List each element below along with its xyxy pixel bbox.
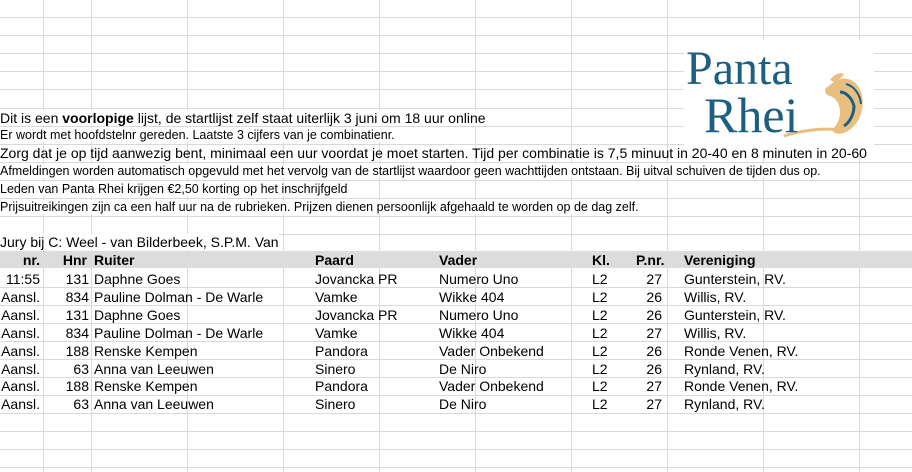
cell-hnr: 834 xyxy=(65,324,89,341)
cell-vader: Wikke 404 xyxy=(439,324,505,341)
table-row xyxy=(0,360,912,378)
table-row xyxy=(0,377,912,395)
note-bold-text: voorlopige xyxy=(62,110,134,126)
cell-pnr: 26 xyxy=(646,306,662,323)
cell-vader: Wikke 404 xyxy=(439,288,505,305)
cell-nr: Aansl. xyxy=(1,324,40,341)
cell-pnr: 26 xyxy=(646,360,662,377)
cell-vereniging: Rynland, RV. xyxy=(684,360,765,377)
cell-vader: De Niro xyxy=(439,360,487,377)
cell-kl: L2 xyxy=(592,271,608,287)
note-voorlopige xyxy=(0,110,490,126)
cell-ruiter: Renske Kempen xyxy=(94,378,198,395)
table-row xyxy=(0,270,912,288)
cell-paard: Sinero xyxy=(315,360,356,377)
cell-kl: L2 xyxy=(592,378,608,395)
note-afmeldingen: Afmeldingen worden automatisch opgevuld met het vervolg van de startlijst waardoor geen wachttijden ontstaan. Bij uitval schuiven de tijden dus op. xyxy=(0,164,825,178)
logo-line-2: Rhei xyxy=(704,87,799,143)
cell-paard: Vamke xyxy=(315,288,358,305)
cell-hnr: 63 xyxy=(73,360,89,377)
cell-vader: Numero Uno xyxy=(439,271,519,287)
grid-row-line xyxy=(0,431,912,432)
cell-ruiter: Pauline Dolman - De Warle xyxy=(94,324,264,341)
cell-kl: L2 xyxy=(592,288,608,305)
cell-paard: Jovancka PR xyxy=(315,271,398,287)
cell-kl: L2 xyxy=(592,342,608,359)
cell-vereniging: Rynland, RV. xyxy=(684,396,765,413)
cell-pnr: 27 xyxy=(646,324,662,341)
table-row xyxy=(0,324,912,342)
cell-kl: L2 xyxy=(592,360,608,377)
cell-ruiter: Daphne Goes xyxy=(94,306,181,323)
grid-row-line xyxy=(0,198,912,199)
cell-hnr: 834 xyxy=(65,288,89,305)
cell-pnr: 27 xyxy=(646,396,662,413)
cell-nr: 11:55 xyxy=(6,271,40,287)
cell-vader: Numero Uno xyxy=(439,306,519,323)
cell-paard: Pandora xyxy=(315,342,368,359)
cell-vereniging: Willis, RV. xyxy=(684,288,747,305)
grid-row-line xyxy=(0,449,912,450)
grid-row-line xyxy=(0,162,912,163)
note-prijsuitreikingen: Prijsuitreikingen zijn ca een half uur na de rubrieken. Prijzen dienen persoonlijk afgehaald te worden op de dag zelf. xyxy=(0,200,643,214)
grid-row-line xyxy=(0,17,912,18)
cell-ruiter: Renske Kempen xyxy=(94,342,198,359)
header-ruiter: Ruiter xyxy=(94,252,135,268)
note-hoofdstelnr: Er wordt met hoofdstelnr gereden. Laatste 3 cijfers van je combinatienr. xyxy=(0,128,399,142)
cell-nr: Aansl. xyxy=(1,342,40,359)
table-header xyxy=(0,251,912,268)
cell-paard: Pandora xyxy=(315,378,368,395)
cell-ruiter: Anna van Leeuwen xyxy=(94,396,214,413)
cell-nr: Aansl. xyxy=(1,360,40,377)
cell-pnr: 27 xyxy=(646,378,662,395)
cell-hnr: 131 xyxy=(65,271,89,287)
note-tijd: Zorg dat je op tijd aanwezig bent, minimaal een uur voordat je moet starten. Tijd per combinatie is 7,5 minuut in 20-40 en 8 minuten in 20-60 xyxy=(0,145,867,161)
horse-head-icon xyxy=(684,40,874,150)
header-nr: nr. xyxy=(22,252,40,268)
logo-line-1: Panta xyxy=(686,42,793,95)
cell-pnr: 26 xyxy=(646,342,662,359)
cell-vereniging: Ronde Venen, RV. xyxy=(684,342,799,359)
jury-info: Jury bij C: Weel - van Bilderbeek, S.P.M. Van xyxy=(0,234,279,250)
cell-paard: Jovancka PR xyxy=(315,306,398,323)
cell-paard: Vamke xyxy=(315,324,358,341)
header-pnr: P.nr. xyxy=(636,252,665,268)
panta-rhei-logo xyxy=(684,40,874,150)
header-paard: Paard xyxy=(315,252,354,268)
cell-nr: Aansl. xyxy=(1,378,40,395)
cell-hnr: 131 xyxy=(65,306,89,323)
cell-hnr: 188 xyxy=(65,378,89,395)
cell-hnr: 188 xyxy=(65,342,89,359)
cell-vereniging: Gunterstein, RV. xyxy=(684,306,786,323)
cell-vader: Vader Onbekend xyxy=(439,342,544,359)
cell-vereniging: Willis, RV. xyxy=(684,324,747,341)
cell-nr: Aansl. xyxy=(1,306,40,323)
cell-vereniging: Ronde Venen, RV. xyxy=(684,378,799,395)
table-row xyxy=(0,395,912,413)
cell-hnr: 63 xyxy=(73,396,89,413)
grid-row-line xyxy=(0,35,912,36)
cell-nr: Aansl. xyxy=(1,396,40,413)
table-row xyxy=(0,342,912,360)
note-text: Dit is een xyxy=(0,110,63,126)
cell-vader: Vader Onbekend xyxy=(439,378,544,395)
cell-kl: L2 xyxy=(592,324,608,341)
grid-row-line xyxy=(0,180,912,181)
grid-row-line xyxy=(0,467,912,468)
cell-kl: L2 xyxy=(592,306,608,323)
cell-ruiter: Pauline Dolman - De Warle xyxy=(94,288,264,305)
header-vader: Vader xyxy=(439,252,478,268)
header-vereniging: Vereniging xyxy=(684,252,756,268)
header-kl: Kl. xyxy=(592,252,610,268)
table-row xyxy=(0,288,912,306)
cell-paard: Sinero xyxy=(315,396,356,413)
cell-ruiter: Anna van Leeuwen xyxy=(94,360,214,377)
grid-row-line xyxy=(0,216,912,217)
cell-vereniging: Gunterstein, RV. xyxy=(684,271,786,287)
cell-kl: L2 xyxy=(592,396,608,413)
cell-vader: De Niro xyxy=(439,396,487,413)
table-row xyxy=(0,306,912,324)
cell-pnr: 26 xyxy=(646,288,662,305)
note-text: lijst, de startlijst zelf staat uiterlijk 3 juni om 18 uur online xyxy=(133,110,486,126)
note-korting: Leden van Panta Rhei krijgen €2,50 korting op het inschrijfgeld xyxy=(0,182,351,196)
header-hnr: Hnr xyxy=(62,252,87,268)
cell-nr: Aansl. xyxy=(1,288,40,305)
cell-pnr: 27 xyxy=(646,271,662,287)
cell-ruiter: Daphne Goes xyxy=(94,271,181,287)
